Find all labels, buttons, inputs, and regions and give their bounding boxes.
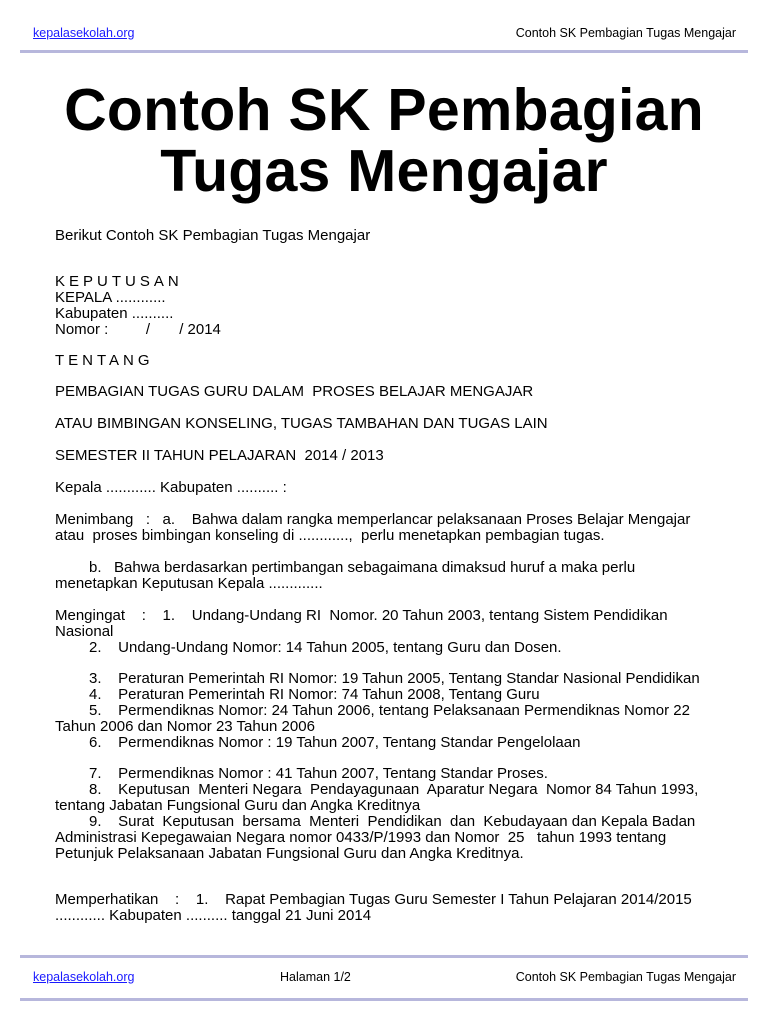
kepala-line: KEPALA ............: [55, 289, 166, 306]
subject-line-2: ATAU BIMBINGAN KONSELING, TUGAS TAMBAHAN DAN TUGAS LAIN: [55, 415, 548, 432]
menimbang-b: b. Bahwa berdasarkan pertimbangan sebagaimana dimaksud huruf a maka perlu menetapkan Keputusan Kepala .............: [55, 559, 640, 592]
mengingat-item-5: 5. Permendiknas Nomor: 24 Tahun 2006, tentang Pelaksanaan Permendiknas Nomor 22 Tahun 2006 dan Nomor 23 Tahun 2006: [55, 702, 694, 735]
page-header: [20, 20, 748, 53]
mengingat-item-9: 9. Surat Keputusan bersama Menteri Pendidikan dan Kebudayaan dan Kepala Badan Administrasi Kepegawaian Negara nomor 0433/P/1993 dan Nomor 25 tahun 1993 tentang Petunjuk Pelaksanaan Jabatan Fungsional Guru dan Angka Kreditnya.: [55, 813, 703, 862]
tentang-heading: TENTANG: [55, 352, 154, 369]
header-doc-title: Contoh SK Pembagian Tugas Mengajar: [515, 26, 736, 40]
page-footer: [20, 955, 748, 1001]
mengingat-item-3: 3. Peraturan Pemerintah RI Nomor: 19 Tahun 2005, Tentang Standar Nasional Pendidikan: [89, 670, 700, 687]
page-number: Halaman 1/2: [280, 970, 351, 984]
mengingat-item-4: 4. Peraturan Pemerintah RI Nomor: 74 Tahun 2008, Tentang Guru: [89, 686, 540, 703]
subject-line-1: PEMBAGIAN TUGAS GURU DALAM PROSES BELAJAR MENGAJAR: [55, 383, 534, 400]
mengingat-item-1: Mengingat : 1. Undang-Undang RI Nomor. 20 Tahun 2003, tentang Sistem Pendidikan Nasional: [55, 607, 672, 640]
document-body: [55, 228, 715, 924]
title-line-2: Tugas Mengajar: [160, 138, 608, 204]
document-title: [0, 77, 768, 204]
title-line-1: Contoh SK Pembagian: [64, 77, 704, 143]
header-site-link[interactable]: kepalasekolah.org: [33, 26, 135, 40]
subject-line-3: SEMESTER II TAHUN PELAJARAN 2014 / 2013: [55, 447, 384, 464]
memperhatikan-item-1: Memperhatikan : 1. Rapat Pembagian Tugas Guru Semester I Tahun Pelajaran 2014/2015 ............ Kabupaten .......... tanggal 21 Juni 2014: [55, 891, 696, 924]
keputusan-heading: KEPUTUSAN: [55, 273, 183, 290]
mengingat-item-6: 6. Permendiknas Nomor : 19 Tahun 2007, Tentang Standar Pengelolaan: [89, 734, 581, 751]
nomor-line: Nomor : / / 2014: [55, 321, 221, 338]
kabupaten-line: Kabupaten ..........: [55, 305, 174, 322]
footer-site-link[interactable]: kepalasekolah.org: [33, 970, 135, 984]
intro-text: Berikut Contoh SK Pembagian Tugas Mengajar: [55, 227, 371, 244]
footer-doc-title: Contoh SK Pembagian Tugas Mengajar: [515, 970, 736, 984]
mengingat-item-2: 2. Undang-Undang Nomor: 14 Tahun 2005, tentang Guru dan Dosen.: [89, 639, 562, 656]
kepala-kabupaten-line: Kepala ............ Kabupaten .......... :: [55, 479, 287, 496]
mengingat-item-7: 7. Permendiknas Nomor : 41 Tahun 2007, Tentang Standar Proses.: [89, 765, 548, 782]
menimbang-a: Menimbang : a. Bahwa dalam rangka memperlancar pelaksanaan Proses Belajar Mengajar atau proses bimbingan konseling di ............, perlu menetapkan pembagian tugas.: [55, 511, 695, 544]
mengingat-item-8: 8. Keputusan Menteri Negara Pendayagunaan Aparatur Negara Nomor 84 Tahun 1993, tentang Jabatan Fungsional Guru dan Angka Kreditnya: [55, 781, 703, 814]
